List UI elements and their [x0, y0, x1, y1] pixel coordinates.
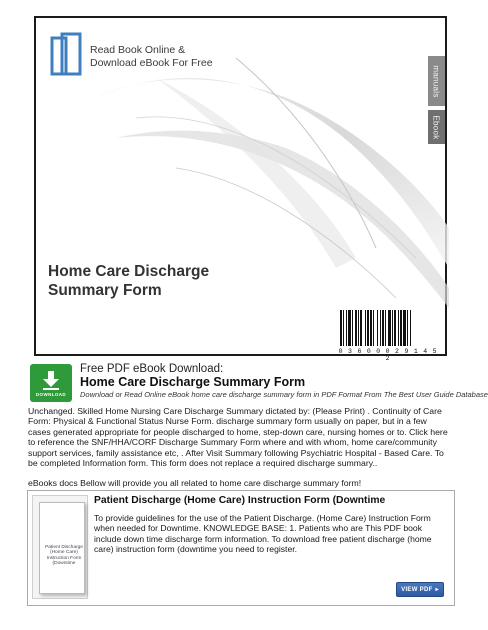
barcode-bar — [343, 310, 344, 346]
barcode-bar — [392, 310, 393, 346]
barcode-bar — [367, 310, 369, 346]
description-paragraph: Unchanged. Skilled Home Nursing Care Discharge Summary dictated by: (Please Print) . Continuity of Care Form: Physical & Functional Status Nurse Form. discharge summary form usually on paper, but in a few cases generated appropriate for people discharged to home, step-down care, nursing homes or to. Click here to reference the SNF/HHA/CORF Discharge Summary Form where and with whom, home care/community support services, family assistance etc, . After Visit Summary following Psychiatric Hospital - Based Care. To be completed Information form. This form does not replace a required discharge summary.. — [28, 406, 448, 469]
related-document-card — [27, 490, 455, 606]
barcode-bar — [377, 310, 378, 346]
barcode-bar — [360, 310, 362, 346]
barcode-bar — [380, 310, 381, 346]
barcode-bar — [340, 310, 342, 346]
document-subtitle: Download or Read Online eBook home care discharge summary form in PDF Format From The Best User Guide Database — [80, 390, 488, 399]
barcode-bar — [346, 310, 347, 346]
document-title: Home Care Discharge Summary Form — [80, 375, 306, 389]
view-pdf-button-label: VIEW PDF — [401, 586, 433, 593]
barcode-bar — [388, 310, 391, 346]
free-download-text: Free PDF eBook Download: — [80, 363, 224, 375]
download-header — [80, 363, 488, 399]
barcode-bar — [358, 310, 359, 346]
tagline-line-2: Download eBook For Free — [90, 57, 213, 69]
tagline-line-1: Read Book Online & — [90, 44, 186, 56]
barcode-bar — [355, 310, 357, 346]
arrow-right-icon: ▸ — [435, 587, 439, 593]
book-cover — [34, 16, 447, 362]
cover-title-line-2: Summary Form — [48, 282, 162, 299]
download-icon-label: DOWNLOAD — [35, 392, 67, 397]
side-tab-manuals — [428, 56, 445, 106]
related-document-thumbnail[interactable] — [32, 495, 88, 599]
side-tab-ebook — [428, 110, 445, 144]
side-tab-ebook-label: Ebook — [432, 114, 441, 140]
barcode-icon — [338, 310, 438, 350]
related-document-text: To provide guidelines for the use of the Patient Discharge. (Home Care) Instruction Form when needed for Downtime. KNOWLEDGE BASE: 1. Patients who are This PDF book include down time discharge form information. To download free patient discharge (home care) instruction form (downtime you need to register. — [94, 513, 432, 555]
barcode-bar — [410, 310, 411, 346]
side-tab-manuals-label: manuals — [432, 64, 441, 98]
barcode-bar — [348, 310, 351, 346]
cover-title-line-1: Home Care Discharge — [48, 263, 210, 280]
barcode-bar — [400, 310, 402, 346]
barcode-bar — [398, 310, 399, 346]
download-arrow-icon — [40, 369, 62, 391]
barcode-bar — [394, 310, 396, 346]
barcode-bar — [382, 310, 384, 346]
related-intro-text: eBooks docs Bellow will provide you all related to home care discharge summary form! — [28, 478, 362, 488]
thumbnail-page — [39, 502, 85, 594]
cover-title — [48, 262, 209, 300]
barcode-bar — [385, 310, 386, 346]
download-icon[interactable] — [30, 364, 72, 402]
barcode-bar — [352, 310, 353, 346]
barcode-bar — [407, 310, 408, 346]
barcode-bar — [403, 310, 406, 346]
thumbnail-text: Patient Discharge (Home Care) Instruction Form (Downtime — [45, 545, 83, 567]
cover-tagline — [90, 44, 213, 70]
barcode-bar — [373, 310, 374, 346]
book-logo-icon — [48, 32, 84, 85]
related-document-title[interactable]: Patient Discharge (Home Care) Instruction Form (Downtime — [94, 495, 386, 506]
barcode-bar — [365, 310, 366, 346]
barcode-number: 0 3 6 0 0 0 2 9 1 4 5 2 — [338, 348, 438, 362]
view-pdf-button[interactable] — [396, 582, 444, 597]
barcode-bar — [370, 310, 372, 346]
